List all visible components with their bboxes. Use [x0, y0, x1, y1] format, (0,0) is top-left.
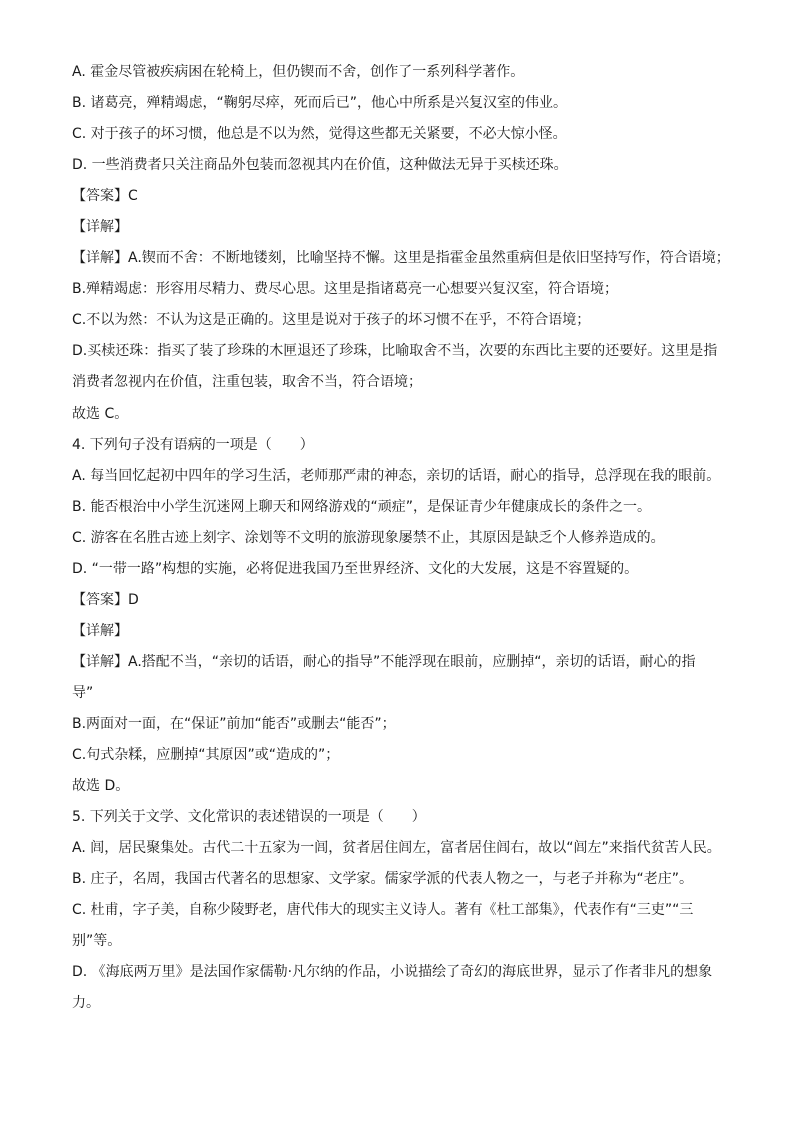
q4-detail-c: C.句式杂糅，应删掉“其原因”或“造成的”； — [72, 747, 340, 764]
q3-detail-d-line2: 消费者忽视内在价值，注重包装，取舍不当，符合语境； — [72, 374, 422, 391]
q4-option-c: C. 游客在名胜古迹上刻字、涂划等不文明的旅游现象屡禁不止，其原因是缺乏个人修养造成的。 — [72, 529, 665, 546]
q4-detail-heading: 【详解】 — [72, 622, 128, 639]
q3-option-a: A. 霍金尽管被疾病困在轮椅上，但仍锲而不舍，创作了一系列科学著作。 — [72, 64, 525, 80]
q4-detail-a-line2: 导” — [72, 684, 94, 701]
q4-answer: 【答案】D — [72, 591, 139, 608]
q5-option-c-line1: C. 杜甫，字子美，自称少陵野老，唐代伟大的现实主义诗人。著有《杜工部集》，代表作有“三吏”“三 — [72, 902, 694, 919]
q4-detail-a-line1: 【详解】A.搭配不当，“亲切的话语，耐心的指导”不能浮现在眼前，应删掉“，亲切的话语，耐心的指 — [72, 653, 696, 670]
q5-option-c-line2: 别”等。 — [72, 933, 122, 950]
q3-detail-a: 【详解】A.锲而不舍：不断地镂刻，比喻坚持不懈。这里是指霍金虽然重病但是依旧坚持写作，符合语境； — [72, 250, 730, 267]
q3-option-c: C. 对于孩子的坏习惯，他总是不以为然，觉得这些都无关紧要，不必大惊小怪。 — [72, 126, 567, 143]
q3-detail-c: C.不以为然：不认为这是正确的。这里是说对于孩子的坏习惯不在乎，不符合语境； — [72, 312, 591, 329]
q4-option-d: D. “一带一路”构想的实施，必将促进我国乃至世界经济、文化的大发展，这是不容置疑的。 — [72, 560, 639, 577]
q4-option-a: A. 每当回忆起初中四年的学习生活，老师那严肃的神态，亲切的话语，耐心的指导，总浮现在我的眼前。 — [72, 467, 721, 484]
q5-option-a: A. 闾，居民聚集处。古代二十五家为一闾，贫者居住闾左，富者居住闾右，故以“闾左”来指代贫苦人民。 — [72, 840, 721, 857]
q3-detail-d-line1: D.买椟还珠：指买了装了珍珠的木匣退还了珍珠，比喻取舍不当，次要的东西比主要的还要好。这里是指 — [72, 343, 718, 360]
q5-option-d-line1: D. 《海底两万里》是法国作家儒勒·凡尔纳的作品，小说描绘了奇幻的海底世界，显示了作者非凡的想象 — [72, 964, 713, 981]
q4-option-b: B. 能否根治中小学生沉迷网上聊天和网络游戏的“顽症”，是保证青少年健康成长的条件之一。 — [72, 498, 652, 515]
q4-conclusion: 故选 D。 — [72, 778, 130, 795]
q3-option-b: B. 诸葛亮，殚精竭虑，“鞠躬尽瘁，死而后已”，他心中所系是兴复汉室的伟业。 — [72, 95, 568, 112]
q3-answer: 【答案】C — [72, 188, 138, 205]
q4-detail-b: B.两面对一面，在“保证”前加“能否”或删去“能否”； — [72, 715, 396, 732]
q3-conclusion: 故选 C。 — [72, 405, 129, 422]
q5-option-b: B. 庄子，名周，我国古代著名的思想家、文学家。儒家学派的代表人物之一，与老子并称为“老庄”。 — [72, 871, 694, 888]
q3-detail-b: B.殚精竭虑：形容用尽精力、费尽心思。这里是指诸葛亮一心想要兴复汉室，符合语境； — [72, 281, 619, 298]
q5-option-d-line2: 力。 — [72, 995, 100, 1012]
q4-stem: 4. 下列句子没有语病的一项是（ ） — [72, 436, 314, 453]
q5-stem: 5. 下列关于文学、文化常识的表述错误的一项是（ ） — [72, 809, 426, 826]
q3-option-d: D. 一些消费者只关注商品外包装而忽视其内在价值，这种做法无异于买椟还珠。 — [72, 157, 568, 174]
q3-detail-heading: 【详解】 — [72, 219, 128, 236]
